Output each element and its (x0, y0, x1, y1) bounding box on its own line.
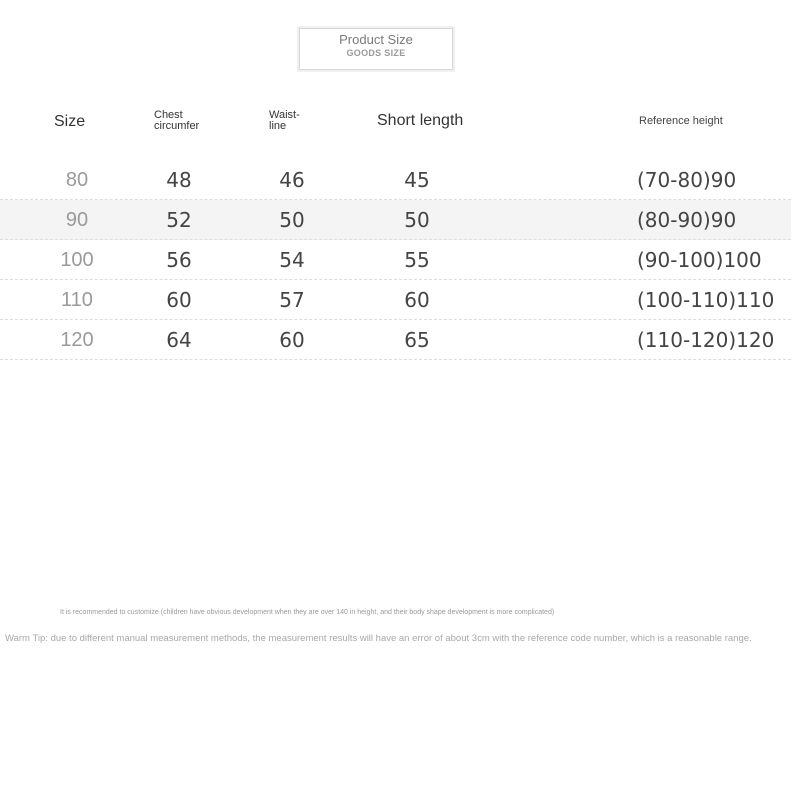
page-subtitle: GOODS SIZE (346, 48, 406, 58)
cell-short-length: 65 (404, 328, 430, 352)
table-row (0, 160, 791, 200)
warm-tip: Warm Tip: due to different manual measurement methods, the measurement results will have an error of about 3cm with the reference code number, which is a reasonable range. (5, 633, 752, 644)
cell-size: 90 (65, 209, 89, 231)
table-row (0, 200, 791, 240)
cell-short-length: 45 (404, 168, 430, 192)
header-reference-height: Reference height (639, 115, 723, 127)
cell-size: 80 (65, 169, 89, 191)
cell-chest: 52 (166, 208, 192, 232)
header-waist (269, 110, 319, 132)
header-waist-line2: line (269, 120, 287, 132)
page-title: Product Size (339, 32, 413, 47)
cell-chest: 64 (166, 328, 192, 352)
table-row (0, 240, 791, 280)
cell-reference-height: (90-100)100 (637, 248, 762, 272)
header-waist-line1: Waist- (269, 109, 300, 121)
cell-short-length: 60 (404, 288, 430, 312)
customization-note: It is recommended to customize (children have obvious development when they are over 140 in height, and their body shape development is more complicated) (60, 609, 555, 616)
header-chest-line1: Chest (154, 109, 183, 121)
cell-reference-height: (80-90)90 (637, 208, 737, 232)
cell-reference-height: (110-120)120 (637, 328, 775, 352)
cell-chest: 60 (166, 288, 192, 312)
cell-reference-height: (70-80)90 (637, 168, 737, 192)
cell-short-length: 50 (404, 208, 430, 232)
cell-waist: 46 (279, 168, 305, 192)
cell-size: 100 (60, 249, 94, 271)
table-row (0, 320, 791, 360)
cell-waist: 60 (279, 328, 305, 352)
cell-waist: 50 (279, 208, 305, 232)
cell-waist: 57 (279, 288, 305, 312)
cell-short-length: 55 (404, 248, 430, 272)
cell-waist: 54 (279, 248, 305, 272)
cell-chest: 56 (166, 248, 192, 272)
cell-size: 120 (60, 329, 94, 351)
cell-size: 110 (61, 289, 93, 311)
header-chest-line2: circumfer (154, 120, 200, 132)
header-chest (154, 110, 224, 132)
header-short-length: Short length (377, 112, 464, 129)
product-size-title-box (299, 28, 453, 70)
size-table (0, 160, 791, 360)
cell-reference-height: (100-110)110 (637, 288, 775, 312)
cell-chest: 48 (166, 168, 192, 192)
table-row (0, 280, 791, 320)
header-size: Size (54, 113, 86, 130)
